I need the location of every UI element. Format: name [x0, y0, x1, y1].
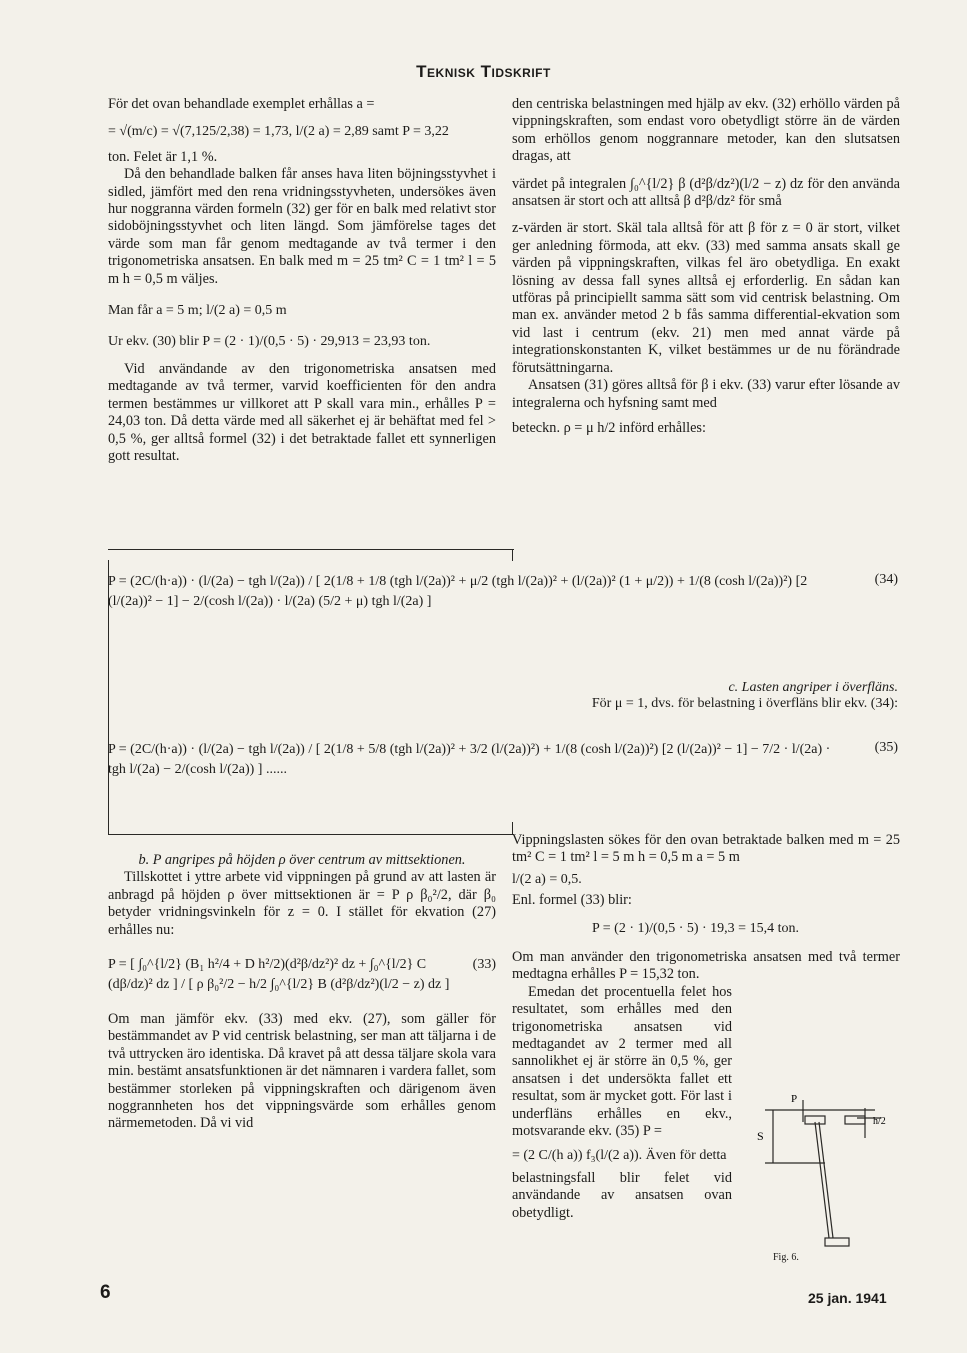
equation-label: (35) — [874, 740, 898, 755]
figure-flange — [845, 1116, 865, 1124]
section-caption: c. Lasten angriper i överfläns. — [728, 680, 898, 695]
equation: Man får a = 5 m; l/(2 a) = 0,5 m — [108, 303, 287, 319]
paragraph: Enl. formel (33) blir: — [512, 892, 632, 909]
paragraph: den centriska belastningen med hjälp av ekv. (32) erhöllo värden på vippningskraften, som endast voro obetydligt större än de värden som erhöllos genom noggrannare metoder, kan den slutsatsen dragas, att — [512, 96, 900, 165]
paragraph: Vid användande av den trigonometriska ansatsen med medtagande av två termer, varvid koefficienten för den andra termen bestämmes ur villkoret att P skall vara min., erhålles P = 24,03 ton. Då detta värde med all säkerhet ej är behäftat med fel > 0,5 %, ger alltså formel (32) i det betraktade fallet ett synnerligen gott resultat. — [108, 360, 496, 464]
equation-label: (34) — [874, 572, 898, 587]
paragraph: För μ = 1, dvs. för belastning i överfläns blir ekv. (34): — [591, 696, 898, 711]
figure-label-s: S — [757, 1129, 764, 1143]
paragraph: Om man jämför ekv. (33) med ekv. (27), som gäller för bestämmandet av P vid centrisk belastning, ser man att täljarna i de två uttrycken äro identiska. Då kravet på att dessa täljare skola vara min. bestämt ansatsfunktionen är det nämnaren i vardera fallet, som bestämmer storleken på vippningskraften och därigenom även noggrannheten hos det vippningsvärde som erhålles genom närmemetoden. Då vi vid — [108, 1011, 496, 1132]
equation-label: (33) — [472, 957, 496, 973]
divider — [108, 834, 514, 835]
paragraph: beteckn. ρ = μ h/2 införd erhålles: — [512, 419, 706, 436]
paragraph: För det ovan behandlade exemplet erhållas a = — [108, 96, 375, 112]
caption-c — [108, 680, 898, 712]
divider — [512, 549, 513, 561]
figure-label-p: P — [791, 1093, 798, 1105]
paragraph: Vippningslasten sökes för den ovan betraktade balken med m = 25 tm² C = 1 tm² l = 5 m h = 0,5 m a = 5 m — [512, 832, 900, 866]
beam-figure — [745, 1088, 910, 1278]
figure-label-frac: h/2 — [873, 1116, 886, 1127]
figure-web — [815, 1122, 829, 1238]
equation-body: P = [ ∫₀^{l/2} (B₁ h²/4 + D h²/2)(d²β/dz²)² dz + ∫₀^{l/2} C (dβ/dz)² dz ] / [ ρ β₀²/2 − h/2 ∫₀^{l/2} B (d²β/dz²)(l/2 − z) dz ] — [108, 957, 450, 993]
paragraph: Ansatsen (31) göres alltså för β i ekv. (33) varur efter lösande av integralerna och hyfsning samt med — [512, 377, 900, 411]
equation: = √(m/c) = √(7,125/2,38) = 1,73, l/(2 a) = 2,89 samt P = 3,22 — [108, 124, 449, 140]
paragraph: z-värden är stort. Skäl tala alltså för att β för z = 0 är stort, vilket ger anledning förmoda, att ekv. (33) med samma ansats skall ge värden på vippningskraften, vilkas fel äro obetydliga. En exakt lösning av dessa fall synes alltså ej erforderlig. En sådan kan utföras på principiellt samma sätt som vid centrisk belastning. Om man ex. använder metod 2 b fås samma differential-ekvation som vid last i centrum (ekv. 21) men med annat värde på integrationskonstanten K, vilket bestämmes ur de nu förändrade förutsättningarna. — [512, 220, 900, 376]
equation: P = (2C/(h·a)) · (l/(2a) − tgh l/(2a)) / [ 2(1/8 + 1/8 (tgh l/(2a))² + μ/2 (tgh l/(2a))² + (l/(2a))² (1 + μ/2)) + 1/(8 (cosh l/(2a))²) [2 (l/(2a))² − 1] − 2/(cosh l/(2a)) · l/(2a) (5/2 + μ) tgh l/(2a) ] — [108, 574, 808, 609]
left-column-bottom — [108, 852, 496, 1133]
divider — [108, 549, 514, 550]
equation: Ur ekv. (30) blir P = (2 · 1)/(0,5 · 5) · 29,913 = 23,93 ton. — [108, 334, 431, 350]
page-number: 6 — [100, 1282, 111, 1303]
journal-title: Teknisk Tidskrift — [416, 62, 551, 81]
figure-web — [819, 1122, 833, 1238]
equation — [108, 955, 496, 995]
issue-date: 25 jan. 1941 — [808, 1290, 887, 1306]
formula-34 — [108, 572, 898, 612]
equation: = (2 C/(h a)) f₃(l/(2 a)). Även för detta — [512, 1147, 727, 1163]
paragraph: värdet på integralen ∫₀^{l/2} β (d²β/dz²)(l/2 − z) dz för den använda ansatsen är stort och att alltså β d²β/dz² för små — [512, 175, 900, 210]
equation: P = (2 · 1)/(0,5 · 5) · 19,3 = 15,4 ton. — [592, 920, 799, 936]
right-column-top — [512, 96, 900, 437]
left-column-top — [108, 96, 496, 465]
equation: l/(2 a) = 0,5. — [512, 871, 582, 887]
equation: P = (2C/(h·a)) · (l/(2a) − tgh l/(2a)) / [ 2(1/8 + 5/8 (tgh l/(2a))² + 3/2 (l/(2a))²) + 1/(8 (cosh l/(2a))²) [2 (l/(2a))² − 1] − 7/2 · l/(2a) · tgh l/(2a) − 2/(cosh l/(2a)) ] ...... — [108, 742, 831, 777]
figure-flange — [825, 1238, 849, 1246]
figure-caption: Fig. 6. — [773, 1252, 799, 1263]
paragraph: Då den behandlade balken får anses hava liten böjningsstyvhet i sidled, jämfört med den rena vridningsstyvheten, undersökes även hur noggranna värden formeln (32) ger för en balk med relativt stor sidoböjningsstyvhet och liten längd. Som jämförelse tages det värde som man får genom medtagande av två termer i den trigonometriska ansatsen. En balk med m = 25 tm² C = 1 tm² l = 5 m h = 0,5 m väljes. — [108, 166, 496, 287]
paragraph: Om man använder den trigonometriska ansatsen med två termer medtagna erhålles P = 15,32 ton. — [512, 949, 900, 983]
paragraph: Emedan det procentuella felet hos resultatet, som erhålles med den trigonometriska ansatsen vid medtagandet av 2 termer med all sannolikhet ej är större än 0,5 %, ger ansatsen i det undersökta fallet ett resultat, som är mycket gott. För last i underfläns erhålles en ekv., motsvarande ekv. (35) P = — [512, 983, 732, 1140]
section-heading: b. P angripes på höjden ρ över centrum av mittsektionen. — [138, 852, 466, 868]
paragraph: belastningsfall blir felet vid användande av ansatsen ovan obetydligt. — [512, 1169, 732, 1221]
formula-35 — [108, 740, 898, 780]
paragraph: ton. Felet är 1,1 %. — [108, 148, 218, 165]
paragraph: Tillskottet i yttre arbete vid vippningen på grund av att lasten är anbragd på höjden ρ över mittsektionen är = P ρ β₀²/2, där β₀ betyder vridningsvinkeln för z = 0. I stället för ekvation (27) erhålles nu: — [108, 869, 496, 938]
